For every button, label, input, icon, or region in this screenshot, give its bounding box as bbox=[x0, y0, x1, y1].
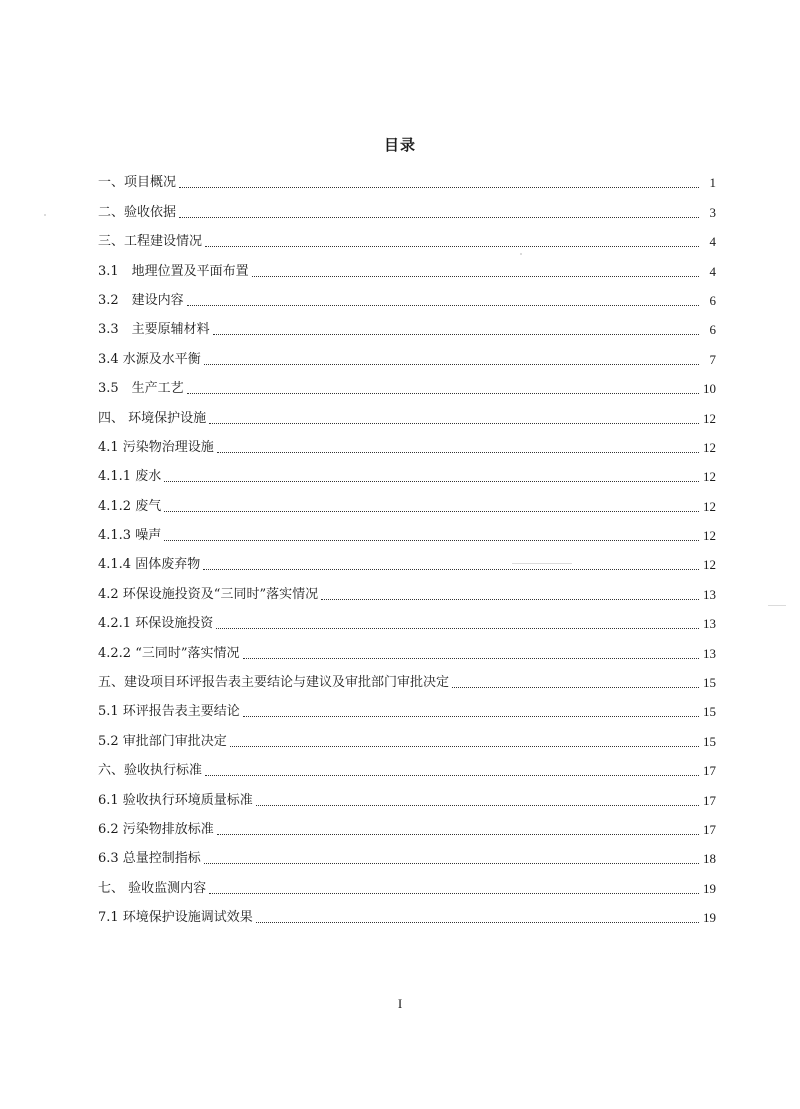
toc-entry[interactable] bbox=[98, 604, 716, 633]
toc-leader-dots bbox=[321, 598, 699, 600]
toc-entry[interactable] bbox=[98, 574, 716, 603]
toc-entry-page: 6 bbox=[709, 322, 716, 338]
toc-entry[interactable] bbox=[98, 222, 716, 251]
toc-entry-label: 5.1 环评报告表主要结论 bbox=[98, 704, 240, 720]
toc-entry[interactable] bbox=[98, 751, 716, 780]
toc-entry[interactable] bbox=[98, 898, 716, 927]
toc-entry-label: 4.1.4 固体废弃物 bbox=[98, 557, 201, 573]
toc-entry-label: 4.1.2 废气 bbox=[98, 498, 162, 514]
toc-entry-page: 12 bbox=[703, 498, 716, 514]
page-number-footer: I bbox=[397, 996, 403, 1011]
toc-leader-dots bbox=[209, 422, 699, 424]
toc-entry[interactable] bbox=[98, 339, 716, 368]
toc-entry-label: 一、项目概况 bbox=[98, 175, 177, 191]
toc-entry-page: 10 bbox=[703, 381, 716, 397]
toc-entry-page: 15 bbox=[703, 733, 716, 749]
toc-entry[interactable] bbox=[98, 457, 716, 486]
toc-leader-dots bbox=[230, 745, 699, 747]
toc-entry-page: 12 bbox=[703, 469, 716, 485]
toc-entry-label: 二、验收依据 bbox=[98, 204, 177, 220]
toc-entry-label: 6.1 验收执行环境质量标准 bbox=[98, 792, 253, 808]
toc-leader-dots bbox=[216, 627, 699, 629]
toc-entry-label: 五、建设项目环评报告表主要结论与建议及审批部门审批决定 bbox=[98, 675, 450, 691]
toc-leader-dots bbox=[243, 657, 699, 659]
toc-entry-label: 四、 环境保护设施 bbox=[98, 410, 207, 426]
toc-leader-dots bbox=[217, 833, 699, 835]
toc-entry-page: 17 bbox=[703, 763, 716, 779]
toc-leader-dots bbox=[256, 804, 699, 806]
toc-entry[interactable] bbox=[98, 663, 716, 692]
toc-leader-dots bbox=[213, 333, 699, 335]
toc-entry[interactable] bbox=[98, 516, 716, 545]
toc-entry[interactable] bbox=[98, 281, 716, 310]
toc-entry-page: 17 bbox=[703, 792, 716, 808]
toc-entry[interactable] bbox=[98, 398, 716, 427]
toc-entry-label: 七、 验收监测内容 bbox=[98, 880, 207, 896]
toc-entry[interactable] bbox=[98, 486, 716, 515]
toc-entry-label: 3.5 生产工艺 bbox=[98, 381, 184, 397]
toc-leader-dots bbox=[179, 186, 699, 188]
toc-list bbox=[98, 163, 716, 927]
toc-entry-page: 13 bbox=[703, 586, 716, 602]
toc-entry-label: 4.1.1 废水 bbox=[98, 469, 162, 485]
toc-title: 目录 bbox=[383, 136, 416, 154]
toc-entry-label: 3.1 地理位置及平面布置 bbox=[98, 263, 249, 279]
toc-entry-label: 4.1 污染物治理设施 bbox=[98, 439, 214, 455]
toc-leader-dots bbox=[187, 392, 699, 394]
scan-smudge bbox=[768, 605, 786, 606]
toc-leader-dots bbox=[252, 275, 699, 277]
toc-entry-label: 3.2 建设内容 bbox=[98, 292, 184, 308]
scan-speck bbox=[520, 253, 522, 255]
toc-leader-dots bbox=[164, 510, 699, 512]
toc-entry-label: 3.4 水源及水平衡 bbox=[98, 351, 201, 367]
toc-entry[interactable] bbox=[98, 163, 716, 192]
toc-leader-dots bbox=[179, 216, 699, 218]
toc-entry-label: 4.2.1 环保设施投资 bbox=[98, 616, 214, 632]
toc-entry-label: 4.1.3 噪声 bbox=[98, 528, 162, 544]
toc-entry-page: 19 bbox=[703, 880, 716, 896]
toc-leader-dots bbox=[217, 451, 699, 453]
toc-leader-dots bbox=[204, 363, 699, 365]
toc-entry-page: 1 bbox=[709, 175, 716, 191]
toc-entry-label: 7.1 环境保护设施调试效果 bbox=[98, 910, 253, 926]
toc-entry[interactable] bbox=[98, 721, 716, 750]
scan-smudge bbox=[512, 563, 572, 564]
toc-entry-page: 6 bbox=[709, 292, 716, 308]
toc-entry-page: 15 bbox=[703, 675, 716, 691]
toc-entry-page: 3 bbox=[709, 204, 716, 220]
toc-entry-label: 4.2.2 “三同时”落实情况 bbox=[98, 645, 240, 661]
toc-entry[interactable] bbox=[98, 810, 716, 839]
toc-entry-label: 六、验收执行标准 bbox=[98, 763, 203, 779]
toc-entry-page: 18 bbox=[703, 851, 716, 867]
toc-entry-page: 17 bbox=[703, 821, 716, 837]
toc-leader-dots bbox=[243, 715, 699, 717]
toc-entry-label: 4.2 环保设施投资及“三同时”落实情况 bbox=[98, 586, 319, 602]
toc-entry[interactable] bbox=[98, 251, 716, 280]
toc-entry-label: 5.2 审批部门审批决定 bbox=[98, 733, 227, 749]
toc-entry-label: 三、工程建设情况 bbox=[98, 234, 203, 250]
toc-entry-page: 4 bbox=[709, 263, 716, 279]
toc-leader-dots bbox=[452, 686, 699, 688]
toc-entry-page: 12 bbox=[703, 557, 716, 573]
toc-entry[interactable] bbox=[98, 428, 716, 457]
toc-leader-dots bbox=[205, 774, 699, 776]
toc-entry-page: 12 bbox=[703, 410, 716, 426]
toc-leader-dots bbox=[205, 245, 699, 247]
toc-leader-dots bbox=[256, 921, 699, 923]
toc-entry[interactable] bbox=[98, 780, 716, 809]
toc-entry-page: 13 bbox=[703, 616, 716, 632]
toc-entry[interactable] bbox=[98, 839, 716, 868]
toc-leader-dots bbox=[164, 539, 699, 541]
toc-entry-page: 12 bbox=[703, 528, 716, 544]
toc-entry-page: 7 bbox=[709, 351, 716, 367]
toc-entry[interactable] bbox=[98, 369, 716, 398]
toc-leader-dots bbox=[164, 480, 699, 482]
toc-entry[interactable] bbox=[98, 192, 716, 221]
toc-entry[interactable] bbox=[98, 310, 716, 339]
scan-speck bbox=[44, 214, 46, 216]
toc-entry-page: 12 bbox=[703, 439, 716, 455]
toc-entry-label: 6.3 总量控制指标 bbox=[98, 851, 201, 867]
toc-leader-dots bbox=[209, 892, 699, 894]
toc-entry-page: 19 bbox=[703, 910, 716, 926]
toc-leader-dots bbox=[203, 568, 699, 570]
toc-entry[interactable] bbox=[98, 633, 716, 662]
toc-entry-label: 3.3 主要原辅材料 bbox=[98, 322, 210, 338]
toc-entry[interactable] bbox=[98, 692, 716, 721]
toc-entry-page: 4 bbox=[709, 234, 716, 250]
toc-entry-label: 6.2 污染物排放标准 bbox=[98, 821, 214, 837]
toc-entry-page: 13 bbox=[703, 645, 716, 661]
toc-leader-dots bbox=[187, 304, 699, 306]
toc-entry[interactable] bbox=[98, 868, 716, 897]
toc-entry-page: 15 bbox=[703, 704, 716, 720]
toc-entry[interactable] bbox=[98, 545, 716, 574]
toc-leader-dots bbox=[204, 862, 699, 864]
